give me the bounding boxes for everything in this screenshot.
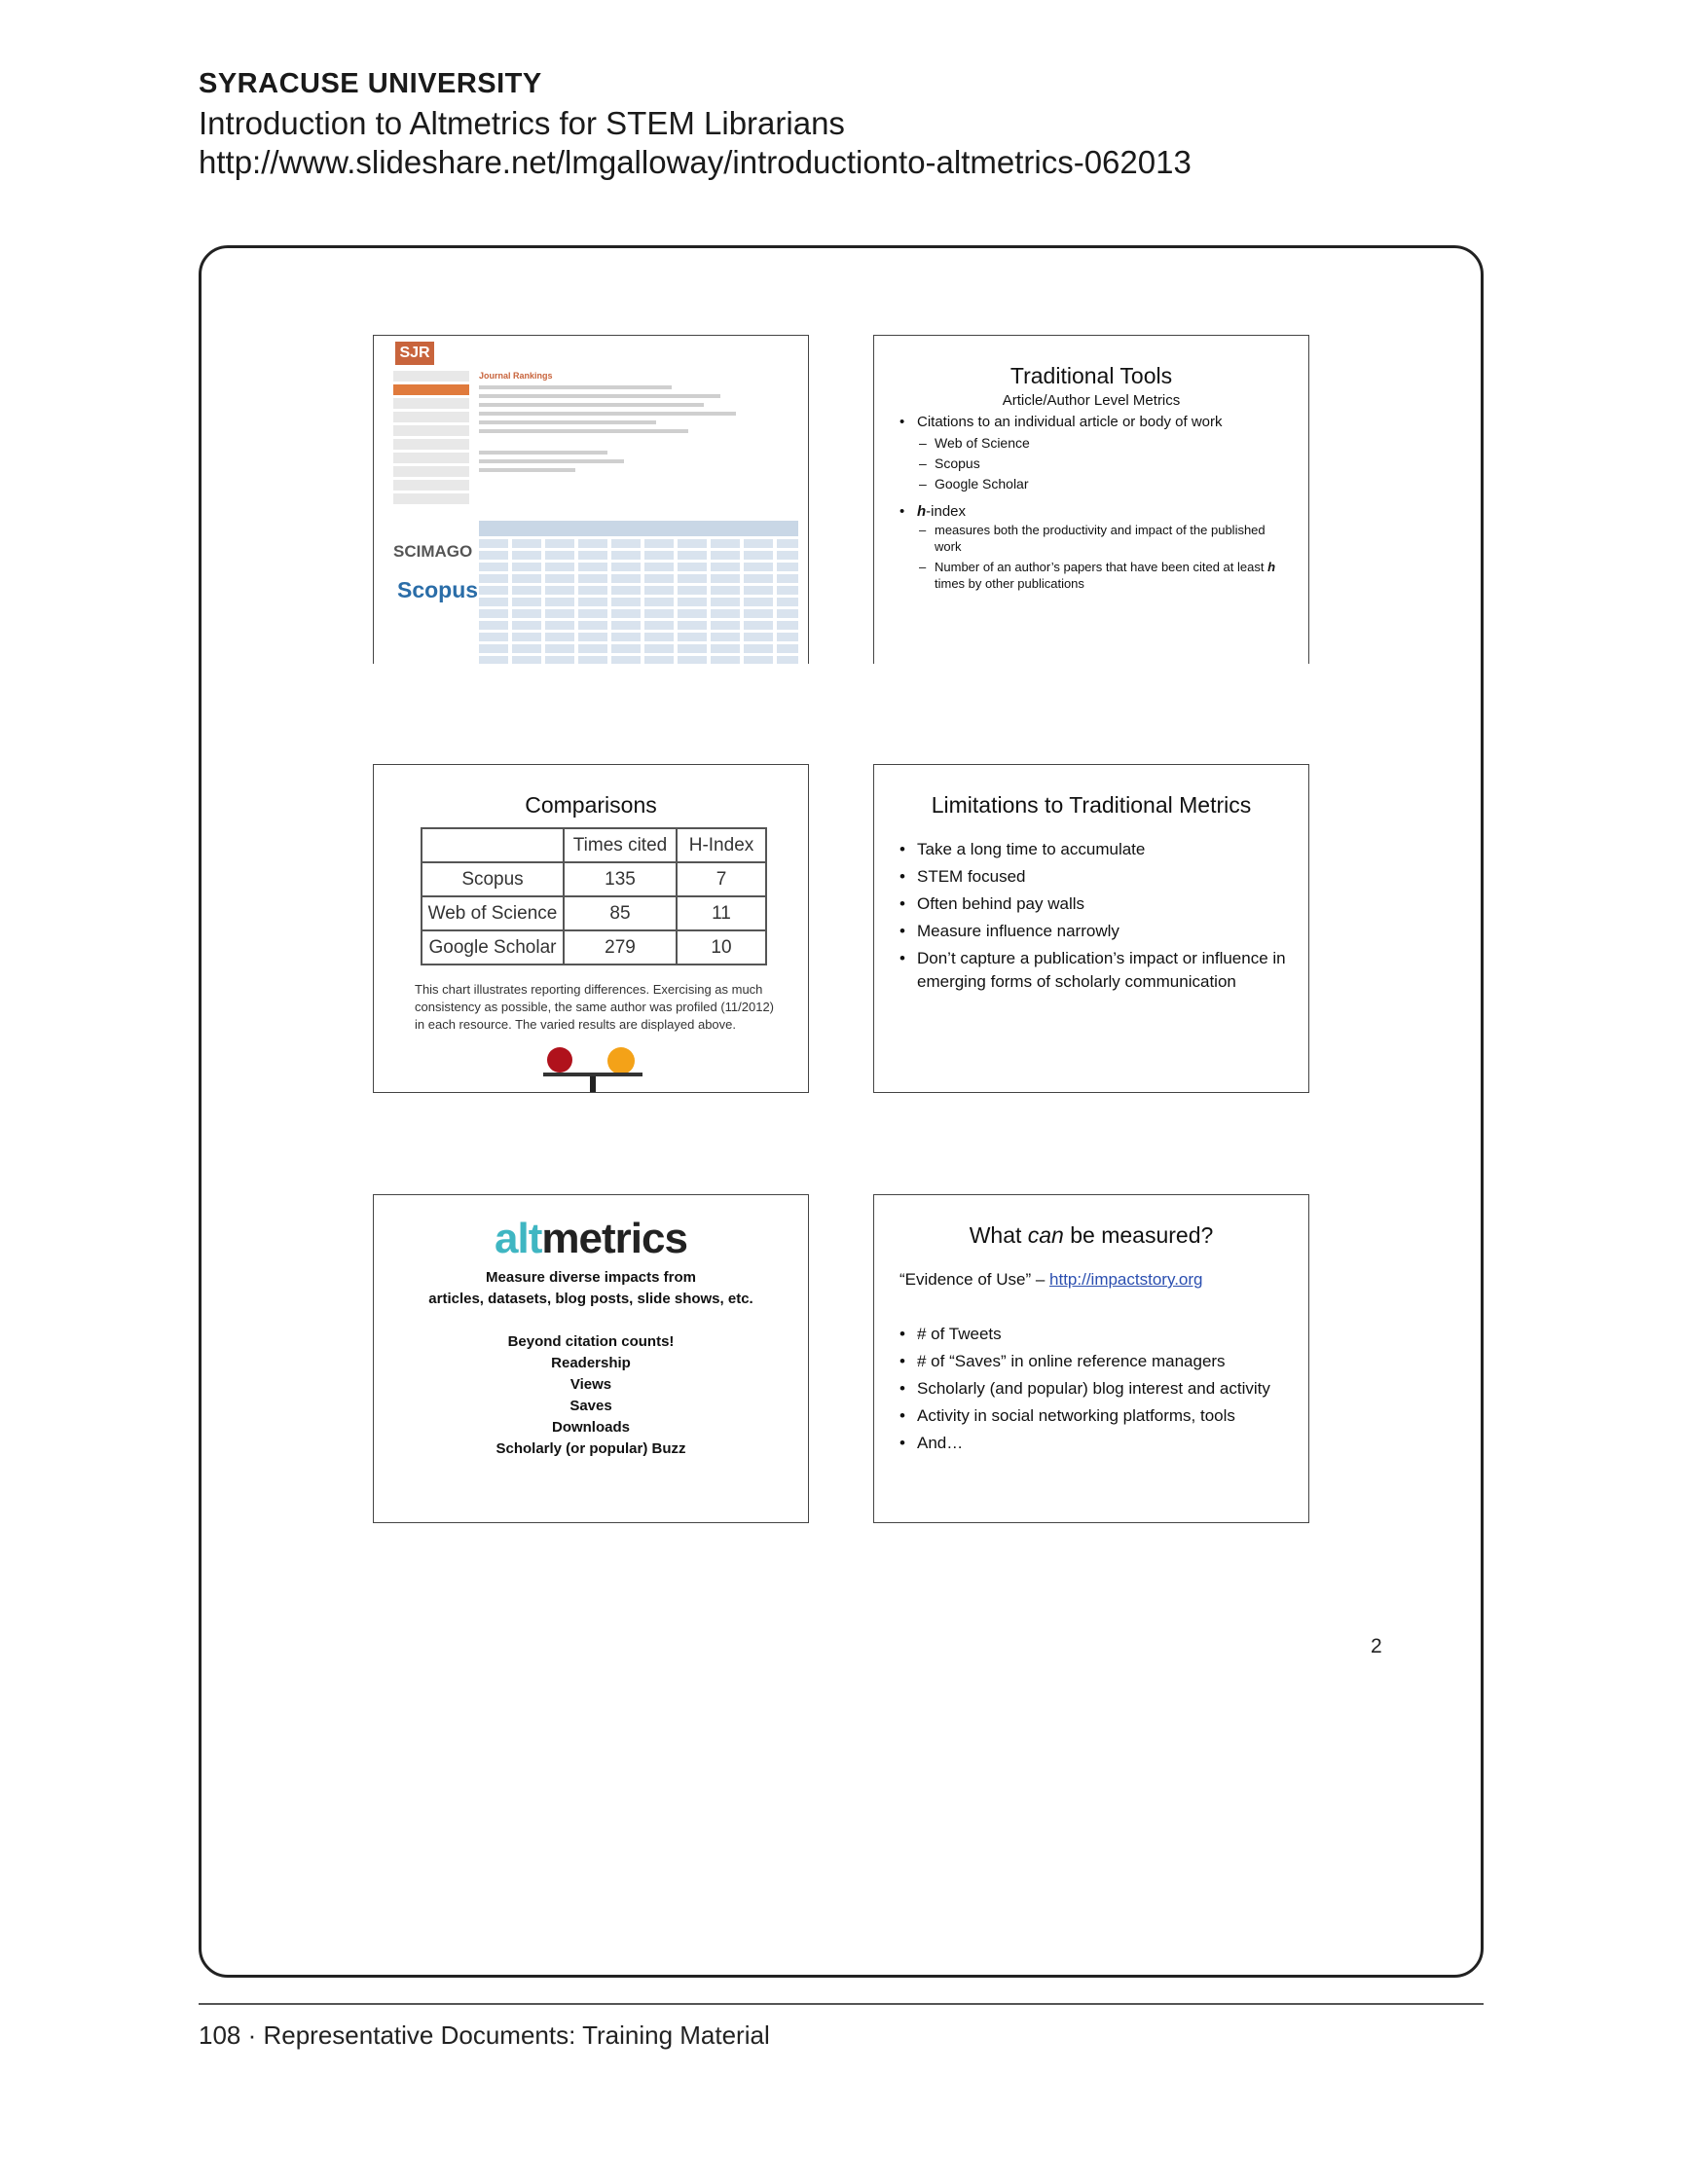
table-header-row xyxy=(422,828,766,862)
table-row xyxy=(422,930,766,965)
table-row xyxy=(422,862,766,896)
slide-comparisons xyxy=(373,764,809,1093)
sub-bullet: – measures both the productivity and impact of the published work xyxy=(874,522,1308,555)
sjr-form xyxy=(479,371,800,477)
list-item: Downloads xyxy=(551,1419,630,1436)
list-item: Saves xyxy=(569,1398,612,1414)
comparison-table xyxy=(421,827,767,965)
list-item: • Take a long time to accumulate xyxy=(874,838,1308,861)
slide-title: Limitations to Traditional Metrics xyxy=(931,792,1252,818)
list-item: • # of Tweets xyxy=(874,1323,1308,1346)
scimago-logo: SCIMAGO xyxy=(393,542,473,561)
slide-limitations xyxy=(873,764,1309,1093)
col-h-index: H-Index xyxy=(677,828,766,862)
sub-bullet: – Scopus xyxy=(874,455,1308,472)
list-item: • STEM focused xyxy=(874,865,1308,889)
org-name: SYRACUSE UNIVERSITY xyxy=(199,68,542,99)
page-footer: 108 · Representative Documents: Training Material xyxy=(199,2020,770,2050)
sjr-ranking-table xyxy=(479,521,798,664)
row-cited: 279 xyxy=(564,930,677,965)
slide-altmetrics xyxy=(373,1194,809,1523)
scopus-logo: Scopus xyxy=(397,577,479,602)
intro-line: articles, datasets, blog posts, slide shows, etc. xyxy=(428,1291,753,1307)
sjr-sidebar xyxy=(393,371,469,507)
impactstory-link[interactable]: http://impactstory.org xyxy=(1049,1270,1203,1289)
slide-subtitle: Article/Author Level Metrics xyxy=(1002,392,1181,409)
list-item: • Scholarly (and popular) blog interest and activity xyxy=(874,1377,1308,1401)
sub-bullet: – Google Scholar xyxy=(874,475,1308,492)
list-item: Readership xyxy=(551,1355,631,1371)
row-h: 11 xyxy=(677,896,766,930)
slide-title: Traditional Tools xyxy=(1009,363,1173,388)
table-row xyxy=(422,896,766,930)
slide-title: Comparisons xyxy=(525,792,657,818)
sub-bullet: – Number of an author’s papers that have been cited at least h times by other publications xyxy=(874,559,1308,592)
source-url[interactable]: http://www.slideshare.net/lmgalloway/introductionto-altmetrics-062013 xyxy=(199,144,1192,180)
bullet-citations: • Citations to an individual article or body of work xyxy=(874,413,1308,432)
list-item: • And… xyxy=(874,1432,1308,1455)
row-cited: 85 xyxy=(564,896,677,930)
row-cited: 135 xyxy=(564,862,677,896)
list-item: Views xyxy=(569,1376,612,1393)
row-name: Scopus xyxy=(422,862,564,896)
apple-icon xyxy=(547,1047,572,1073)
slide-traditional-tools xyxy=(873,335,1309,664)
slide-what-can-be-measured xyxy=(873,1194,1309,1523)
slide-sjr-screenshot xyxy=(373,335,809,664)
orange-icon xyxy=(607,1047,635,1074)
handout-page-number: 2 xyxy=(1371,1635,1382,1657)
evidence-line: “Evidence of Use” – http://impactstory.org xyxy=(899,1270,1203,1289)
row-h: 7 xyxy=(677,862,766,896)
sjr-heading: Journal Rankings xyxy=(479,371,553,381)
intro-line: Measure diverse impacts from xyxy=(486,1269,696,1286)
footer-rule xyxy=(199,2003,1484,2005)
list-item: • # of “Saves” in online reference managers xyxy=(874,1350,1308,1373)
altmetrics-logo: altmetrics xyxy=(495,1215,687,1262)
sjr-logo: SJR xyxy=(395,342,434,365)
sub-bullet: – Web of Science xyxy=(874,434,1308,452)
slide-title: What can be measured? xyxy=(969,1222,1214,1248)
list-item: Beyond citation counts! xyxy=(507,1333,675,1350)
row-name: Google Scholar xyxy=(422,930,564,965)
row-name: Web of Science xyxy=(422,896,564,930)
list-item: Scholarly (or popular) Buzz xyxy=(495,1440,686,1457)
col-times-cited: Times cited xyxy=(564,828,677,862)
scale-post xyxy=(590,1076,596,1093)
bullet-h-index: • h-index xyxy=(874,502,1308,522)
list-item: • Don’t capture a publication’s impact or influence in emerging forms of scholarly communication xyxy=(874,947,1308,994)
list-item: • Measure influence narrowly xyxy=(874,920,1308,943)
list-item: • Often behind pay walls xyxy=(874,892,1308,916)
list-item: • Activity in social networking platforms, tools xyxy=(874,1404,1308,1428)
doc-title: Introduction to Altmetrics for STEM Librarians xyxy=(199,105,845,141)
row-h: 10 xyxy=(677,930,766,965)
comparison-note: This chart illustrates reporting differences. Exercising as much consistency as possible, the same author was profiled (11/2012) in each resource. The varied results are displayed above. xyxy=(415,982,775,1032)
